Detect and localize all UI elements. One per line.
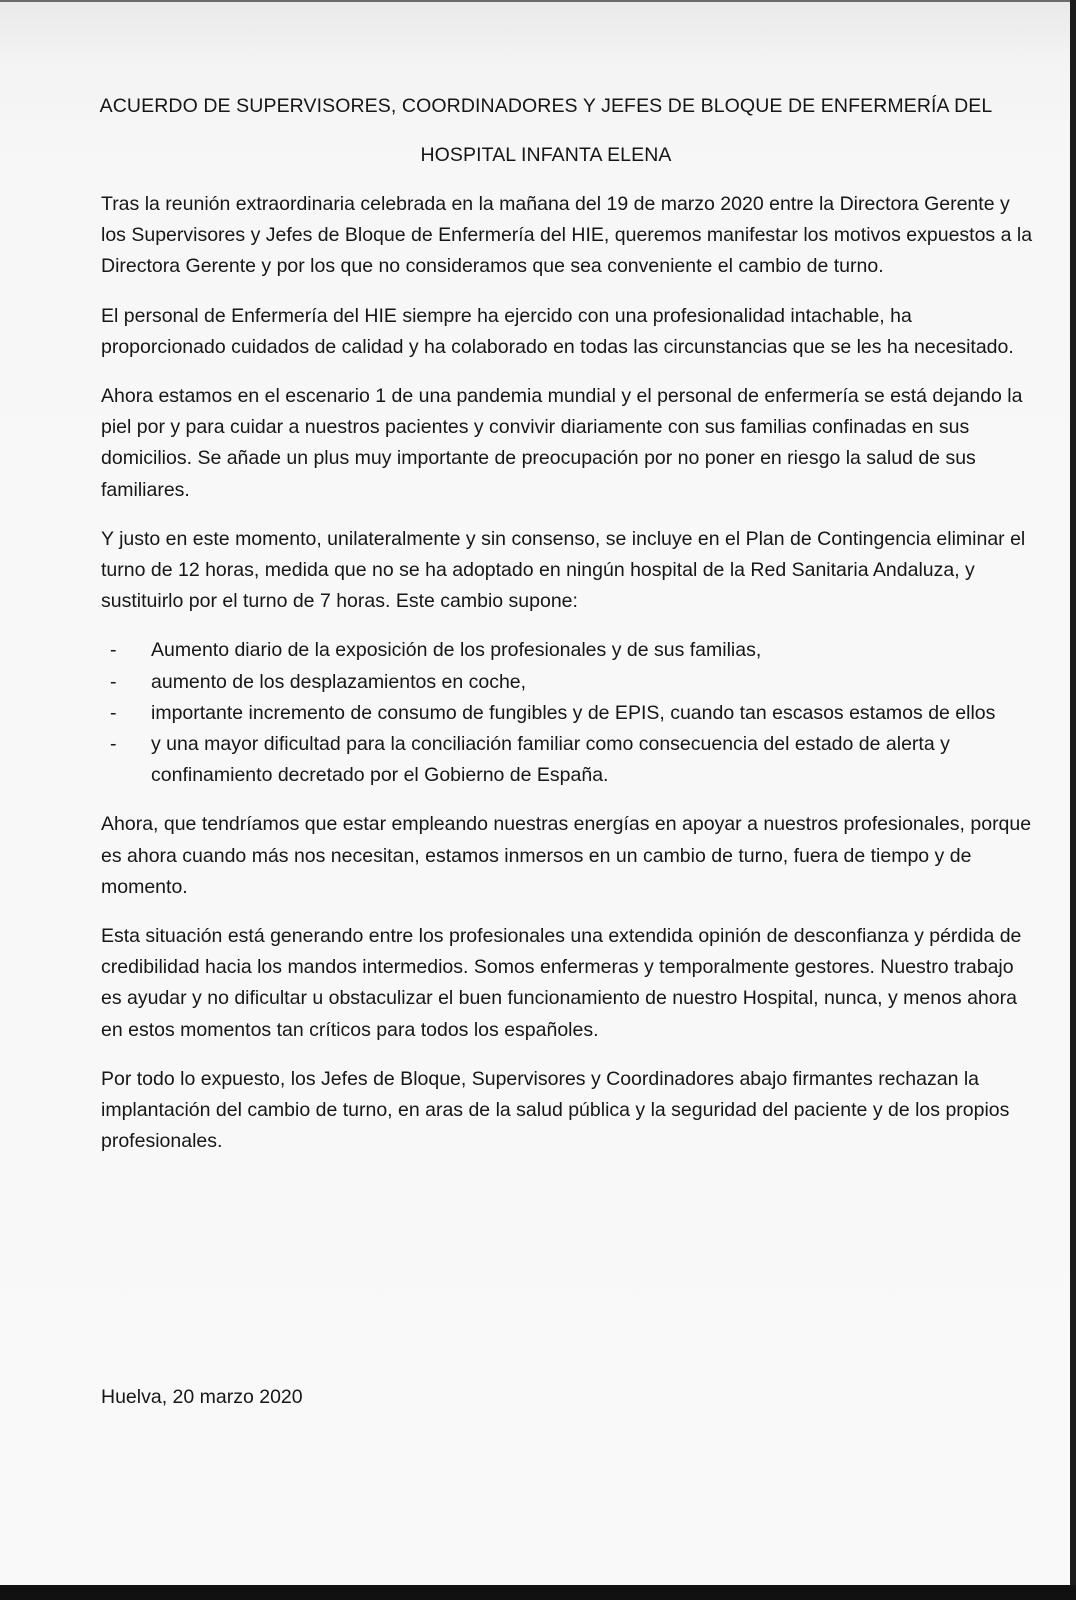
list-item	[101, 729, 1039, 791]
list-item-text: y una mayor dificultad para la conciliación familiar como consecuencia del estado de alerta y confinamiento decretado por el Gobierno de España.	[151, 733, 950, 787]
list-item-text: aumento de los desplazamientos en coche,	[151, 670, 527, 693]
list-bullet: -	[110, 670, 117, 693]
document-body	[101, 189, 1039, 1175]
list-item	[101, 667, 1039, 698]
paragraph-meeting: Tras la reunión extraordinaria celebrada en la mañana del 19 de marzo 2020 entre la Directora Gerente y los Supervisores y Jefes de Bloque de Enfermería del HIE, queremos manifestar los motivos expuestos a la Directora Gerente y por los que no consideramos que sea conveniente el cambio de turno.	[101, 193, 1033, 278]
consequences-list	[101, 635, 1039, 791]
document-title-line-1: ACUERDO DE SUPERVISORES, COORDINADORES Y JEFES DE BLOQUE DE ENFERMERÍA DEL	[99, 95, 993, 117]
place-and-date: Huelva, 20 marzo 2020	[101, 1386, 303, 1408]
screen-bottom-bar	[0, 1585, 1076, 1600]
paragraph-distrust: Esta situación está generando entre los profesionales una extendida opinión de desconfianza y pérdida de credibilidad hacia los mandos intermedios. Somos enfermeras y temporalmente gestores. Nuestro trabajo es ayudar y no dificultar u obstaculizar el buen funcionamiento de nuestro Hospital, nunca, y menos ahora en estos momentos tan críticos para todos los españoles.	[101, 925, 1022, 1041]
paragraph-conclusion: Por todo lo expuesto, los Jefes de Bloque, Supervisores y Coordinadores abajo firmantes rechazan la implantación del cambio de turno, en aras de la salud pública y la seguridad del paciente y de los propios profesionales.	[101, 1067, 1010, 1153]
paragraph-contingency-plan: Y justo en este momento, unilateralmente y sin consenso, se incluye en el Plan de Contingencia eliminar el turno de 12 horas, medida que no se ha adoptado en ningún hospital de la Red Sanitaria Andaluza, y sustituirlo por el turno de 7 horas. Este cambio supone:	[101, 527, 1026, 613]
list-bullet: -	[110, 639, 117, 662]
list-item-text: importante incremento de consumo de fungibles y de EPIS, cuando tan escasos estamos de ellos	[151, 701, 996, 724]
paragraph-pandemic: Ahora estamos en el escenario 1 de una pandemia mundial y el personal de enfermería se está dejando la piel por y para cuidar a nuestros pacientes y convivir diariamente con sus familias confinadas en sus domicilios. Se añade un plus muy importante de preocupación por no poner en riesgo la salud de sus familiares.	[101, 385, 1023, 501]
list-item	[101, 635, 1039, 666]
document-title-line-2: HOSPITAL INFANTA ELENA	[420, 144, 672, 166]
list-bullet: -	[110, 701, 117, 724]
list-bullet: -	[110, 733, 117, 756]
list-item-text: Aumento diario de la exposición de los profesionales y de sus familias,	[151, 639, 762, 662]
list-item	[101, 698, 1039, 729]
paragraph-energies: Ahora, que tendríamos que estar empleando nuestras energías en apoyar a nuestros profesionales, porque es ahora cuando más nos necesitan, estamos inmersos en un cambio de turno, fuera de tiempo y de momento.	[101, 813, 1032, 898]
paragraph-staff: El personal de Enfermería del HIE siempre ha ejercido con una profesionalidad intachable, ha proporcionado cuidados de calidad y ha colaborado en todas las circunstancias que se les ha necesitado.	[101, 304, 1014, 358]
